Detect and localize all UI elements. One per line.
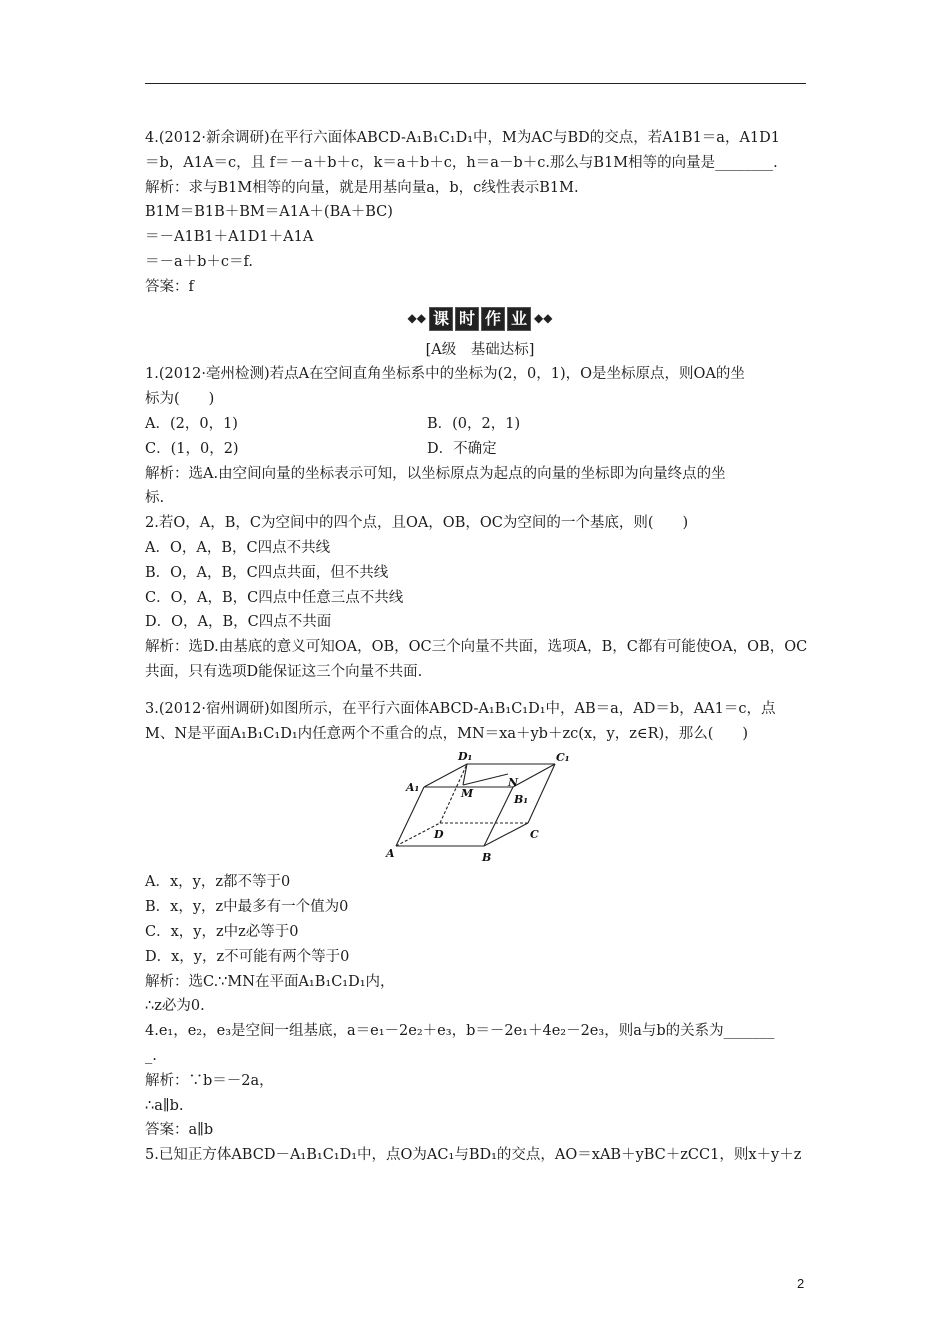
vertex-label: M xyxy=(461,787,474,801)
option-a: A．x，y，z都不等于0 xyxy=(145,874,291,891)
banner-char: 课 xyxy=(429,307,453,331)
options-row xyxy=(145,437,815,462)
option-c: C．(1，0，2) xyxy=(145,440,239,457)
analysis-line: 解析：选D.由基底的意义可知OA，OB，OC三个向量不共面，选项A，B，C都有可能使OA，OB，OC xyxy=(145,639,808,656)
section-banner xyxy=(145,306,815,332)
option-c: C．O，A，B，C四点中任意三点不共线 xyxy=(145,589,404,606)
analysis-line: 标. xyxy=(145,490,165,507)
option-b: B．(0，2，1) xyxy=(427,415,521,432)
text-line: B1M＝B1B＋BM＝A1A＋(BA＋BC) xyxy=(145,204,393,221)
parallelepiped-diagram xyxy=(380,746,580,868)
option-b: B．O，A，B，C四点共面，但不共线 xyxy=(145,564,389,581)
analysis-line: 解析：选A.由空间向量的坐标表示可知，以坐标原点为起点的向量的坐标即为向量终点的坐 xyxy=(145,465,726,482)
analysis-line: ∴a∥b. xyxy=(145,1097,184,1114)
question-1-cont: 标为( ) xyxy=(145,391,215,408)
option-d: D．不确定 xyxy=(427,440,497,457)
vertex-label: B₁ xyxy=(514,793,529,807)
banner-char: 业 xyxy=(507,307,531,331)
vertex-label: C xyxy=(530,828,539,842)
text-line: ＝－A1B1＋A1D1＋A1A xyxy=(145,229,314,246)
option-c: C．x，y，z中z必等于0 xyxy=(145,923,299,940)
text-line: ＝b，A1A＝c，且 f＝－a＋b＋c，k＝a＋b＋c，h＝a－b＋c.那么与B1M相等的向量是________. xyxy=(145,154,778,171)
text-line: 解析：求与B1M相等的向量，就是用基向量a，b，c线性表示B1M. xyxy=(145,179,579,196)
analysis-line: 共面，只有选项D能保证这三个向量不共面. xyxy=(145,663,423,680)
text-line: ＝－a＋b＋c＝f. xyxy=(145,253,254,270)
question-4-cont: _. xyxy=(145,1047,157,1064)
question-4: 4.e₁，e₂，e₃是空间一组基底，a＝e₁－2e₂＋e₃，b＝－2e₁＋4e₂－2e₃，则a与b的关系为_______ xyxy=(145,1023,775,1040)
vertex-label: A₁ xyxy=(406,781,420,795)
parallelepiped-figure xyxy=(145,746,815,870)
analysis-line: ∴z必为0. xyxy=(145,998,205,1015)
option-a: A．(2，0，1) xyxy=(145,415,238,432)
header-rule xyxy=(145,83,806,84)
question-2: 2.若O，A，B，C为空间中的四个点，且OA，OB，OC为空间的一个基底，则( ) xyxy=(145,515,689,532)
analysis-line: 解析：选C.∵MN在平面A₁B₁C₁D₁内， xyxy=(145,973,395,990)
banner-char: 作 xyxy=(481,307,505,331)
option-b: B．x，y，z中最多有一个值为0 xyxy=(145,899,349,916)
option-d: D．O，A，B，C四点不共面 xyxy=(145,614,332,631)
question-3: 3.(2012·宿州调研)如图所示，在平行六面体ABCD-A₁B₁C₁D₁中，AB＝a，AD＝b，AA1＝c，点 xyxy=(145,700,776,717)
diamond-icon: ◆◆ xyxy=(534,311,553,326)
diamond-icon: ◆◆ xyxy=(407,311,426,326)
question-1: 1.(2012·亳州检测)若点A在空间直角坐标系中的坐标为(2，0，1)，O是坐标原点，则OA的坐 xyxy=(145,366,745,383)
text-line: 4.(2012·新余调研)在平行六面体ABCD-A₁B₁C₁D₁中，M为AC与BD的交点，若A1B1＝a，A1D1 xyxy=(145,130,781,146)
vertex-label: B xyxy=(482,851,492,865)
option-a: A．O，A，B，C四点不共线 xyxy=(145,539,331,556)
answer-line: 答案：f xyxy=(145,278,194,295)
analysis-line: 解析：∵b＝－2a， xyxy=(145,1072,274,1089)
vertex-label: D xyxy=(434,828,444,842)
level-title: [A级 基础达标] xyxy=(425,341,535,358)
page-number: 2 xyxy=(797,1276,805,1291)
question-5: 5.已知正方体ABCD－A₁B₁C₁D₁中，点O为AC₁与BD₁的交点，AO＝xAB＋yBC＋zCC1，则x＋y＋z xyxy=(145,1147,802,1164)
vertex-label: D₁ xyxy=(458,750,473,764)
banner-char: 时 xyxy=(455,307,479,331)
question-3-cont: M、N是平面A₁B₁C₁D₁内任意两个不重合的点，MN＝xa＋yb＋zc(x，y，z∈R)，那么( ) xyxy=(145,725,749,742)
spacer xyxy=(145,685,815,697)
vertex-label: N xyxy=(508,776,519,790)
answer-line: 答案：a∥b xyxy=(145,1122,214,1139)
options-row xyxy=(145,412,815,437)
page-body xyxy=(145,126,815,1168)
option-d: D．x，y，z不可能有两个等于0 xyxy=(145,948,350,965)
vertex-label: A xyxy=(386,847,395,861)
vertex-label: C₁ xyxy=(556,751,570,765)
